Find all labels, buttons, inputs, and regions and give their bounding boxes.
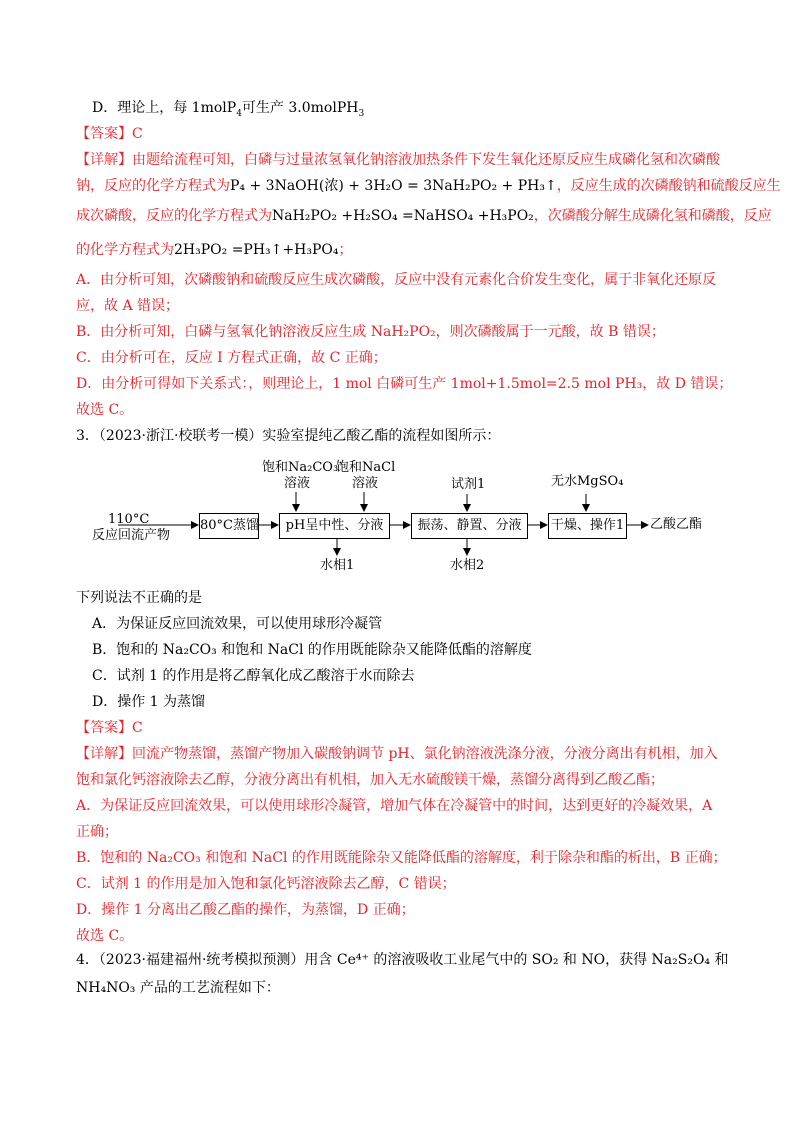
question-3-detail-2: 饱和氯化钙溶液除去乙醇，分液分离出有机相，加入无水硫酸镁干燥，蒸馏分离得到乙酸乙酯； bbox=[76, 772, 664, 788]
detail-line-2: 钠，反应的化学方程式为P₄ + 3NaOH(浓) + 3H₂O = 3NaH₂PO₂ + PH₃↑，反应生成的次磷酸钠和硫酸反应生 bbox=[76, 178, 781, 194]
question-3-detail-a2: 正确； bbox=[76, 824, 118, 840]
detail-a-2: 应，故 A 错误； bbox=[76, 298, 180, 314]
flow-input-nacl-solution: 溶液 bbox=[352, 476, 379, 491]
flow-input-na2co3: 饱和Na₂CO₃ bbox=[262, 460, 339, 475]
equation-2: NaH₂PO₂ +H₂SO₄ =NaHSO₄ +H₃PO₂ bbox=[272, 208, 534, 224]
equation-3: 2H₃PO₂ =PH₃↑+H₃PO₄ bbox=[174, 242, 339, 258]
flow-input-mgso4: 无水MgSO₄ bbox=[551, 474, 624, 489]
question-3-detail-b: B．饱和的 Na₂CO₃ 和饱和 NaCl 的作用既能除杂又能降低酯的溶解度，利于除杂和酯的析出，B 正确； bbox=[76, 850, 727, 866]
detail-b: B．由分析可知，白磷与氢氧化钠溶液反应生成 NaH₂PO₂，则次磷酸属于一元酸，故 B 错误； bbox=[76, 324, 665, 340]
flow-start-label: 反应回流产物 bbox=[92, 528, 171, 543]
flow-input-nacl: 饱和NaCl bbox=[336, 460, 396, 475]
flow-box-dry: 干燥、操作1 bbox=[548, 513, 627, 539]
detail-line-1: 【详解】由题给流程可知，白磷与过量浓氢氧化钠溶液加热条件下发生氧化还原反应生成磷化氢和次磷酸 bbox=[76, 152, 720, 168]
question-3-detail-a1: A．为保证反应回流效果，可以使用球形冷凝管，增加气体在冷凝管中的时间，达到更好的冷凝效果，A bbox=[76, 798, 713, 814]
flow-input-na2co3-solution: 溶液 bbox=[284, 476, 311, 491]
question-3-option-c: C．试剂 1 的作用是将乙醇氧化成乙酸溶于水而除去 bbox=[92, 668, 415, 684]
flow-box-neutralize: pH呈中性、分液 bbox=[279, 513, 390, 539]
question-4-stem-1: 4．（2023·福建福州·统考模拟预测）用含 Ce⁴⁺ 的溶液吸收工业尾气中的 SO₂ 和 NO，获得 Na₂S₂O₄ 和 bbox=[76, 952, 729, 968]
flow-end-product: 乙酸乙酯 bbox=[650, 517, 703, 532]
answer-label: 【答案】C bbox=[76, 126, 143, 142]
question-3-option-d: D．操作 1 为蒸馏 bbox=[92, 694, 206, 710]
detail-d: D．由分析可得如下关系式：，则理论上，1 mol 白磷可生产 1mol+1.5mol=2.5 mol PH₃，故 D 错误； bbox=[76, 376, 733, 392]
question-3-detail-1: 【详解】回流产物蒸馏，蒸馏产物加入碳酸钠调节 pH、氯化钠溶液洗涤分液，分液分离出有机相，加入 bbox=[76, 746, 718, 762]
question-3-option-b: B．饱和的 Na₂CO₃ 和饱和 NaCl 的作用既能除杂又能降低酯的溶解度 bbox=[92, 642, 532, 658]
question-4-stem-2: NH₄NO₃ 产品的工艺流程如下： bbox=[76, 980, 280, 996]
detail-line-3: 成次磷酸，反应的化学方程式为NaH₂PO₂ +H₂SO₄ =NaHSO₄ +H₃PO₂，次磷酸分解生成磷化氢和磷酸，反应 bbox=[76, 208, 772, 224]
question-3-detail-c: C．试剂 1 的作用是加入饱和氯化钙溶液除去乙醇，C 错误； bbox=[76, 876, 456, 892]
detail-line-4: 的化学方程式为2H₃PO₂ =PH₃↑+H₃PO₄； bbox=[76, 242, 353, 258]
flow-box-distill: 80°C蒸馏 bbox=[199, 513, 259, 539]
detail-c: C．由分析可在，反应 I 方程式正确，故 C 正确； bbox=[76, 350, 387, 366]
question-3-answer: 【答案】C bbox=[76, 720, 143, 736]
flow-output-water2: 水相2 bbox=[450, 558, 485, 573]
detail-a-1: A．由分析可知，次磷酸钠和硫酸反应生成次磷酸，反应中没有元素化合价发生变化，属于非氧化还原反 bbox=[76, 272, 717, 288]
question-3-option-a: A．为保证反应回流效果，可以使用球形冷凝管 bbox=[92, 616, 383, 632]
question-3-stem: 3．（2023·浙江·校联考一模）实验室提纯乙酸乙酯的流程如图所示： bbox=[76, 428, 501, 444]
option-d: D．理论上，每 1molP$_4$可生产 3.0molPH$_3$ bbox=[92, 100, 365, 119]
flow-box-shake: 振荡、静置、分液 bbox=[411, 513, 528, 539]
equation-1: P₄ + 3NaOH(浓) + 3H₂O = 3NaH₂PO₂ + PH₃↑ bbox=[230, 178, 557, 194]
question-3-ask: 下列说法不正确的是 bbox=[76, 590, 202, 606]
question-3-conclusion: 故选 C。 bbox=[76, 928, 134, 944]
flow-output-water1: 水相1 bbox=[320, 558, 355, 573]
question-3-detail-d: D．操作 1 分离出乙酸乙酯的操作，为蒸馏，D 正确； bbox=[76, 902, 415, 918]
detail-conclusion: 故选 C。 bbox=[76, 402, 134, 418]
flow-start-temp: 110°C bbox=[108, 512, 150, 527]
flow-input-reagent1: 试剂1 bbox=[451, 477, 486, 492]
